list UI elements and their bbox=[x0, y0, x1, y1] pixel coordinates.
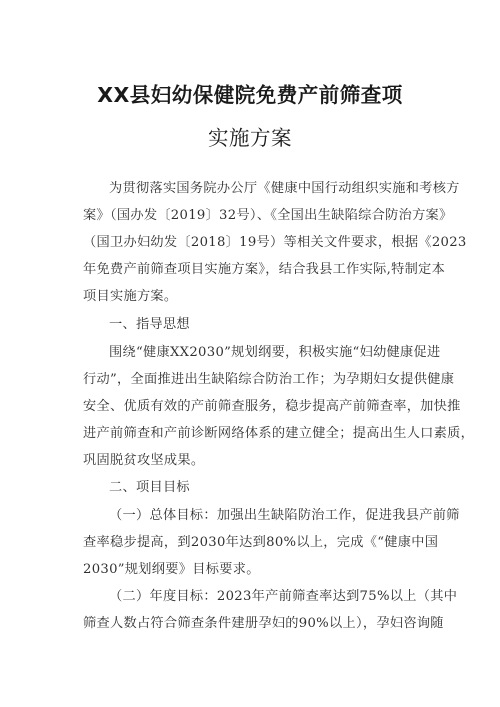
intro-line: 案》（国办发〔2019〕32号）、《全国出生缺陷综合防治方案》 bbox=[83, 208, 453, 223]
section-heading: 二、项目目标 bbox=[109, 480, 190, 495]
intro-line: （国卫办妇幼发〔2018〕19号）等相关文件要求，根据《2023 bbox=[83, 235, 467, 250]
section-heading: 一、指导思想 bbox=[109, 317, 190, 332]
paragraph-line: （一）总体目标：加强出生缺陷防治工作，促进我县产前筛 bbox=[109, 508, 460, 523]
paragraph-line: 筛查人数占符合筛查条件建册孕妇的90%以上），孕妇咨询随 bbox=[83, 616, 444, 631]
intro-line: 年免费产前筛查项目实施方案》，结合我县工作实际,特制定本 bbox=[83, 262, 446, 277]
paragraph-line: 查率稳步提高，到2030年达到80%以上，完成《“健康中国 bbox=[83, 535, 439, 550]
paragraph-line: 行动”，全面推进出生缺陷综合防治工作；为孕期妇女提供健康 bbox=[83, 372, 455, 387]
paragraph-line: 巩固脱贫攻坚成果。 bbox=[83, 453, 205, 468]
paragraph-line: 安全、优质有效的产前筛查服务，稳步提高产前筛查率，加快推 bbox=[83, 399, 461, 414]
intro-line: 为贯彻落实国务院办公厅《健康中国行动组织实施和考核方 bbox=[109, 181, 460, 196]
paragraph-line: 围绕“健康XX2030”规划纲要，积极实施“妇幼健康促进 bbox=[109, 345, 441, 360]
paragraph-line: （二）年度目标：2023年产前筛查率达到75%以上（其中 bbox=[109, 589, 458, 604]
doc-title-line-1: XX县妇幼保健院免费产前筛查项 bbox=[97, 83, 403, 107]
intro-line: 项目实施方案。 bbox=[83, 289, 178, 304]
paragraph-line: 进产前筛查和产前诊断网络体系的建立健全；提高出生人口素质， bbox=[83, 426, 475, 441]
doc-title-line-2: 实施方案 bbox=[208, 126, 292, 150]
paragraph-line: 2030”规划纲要》目标要求。 bbox=[83, 562, 260, 577]
